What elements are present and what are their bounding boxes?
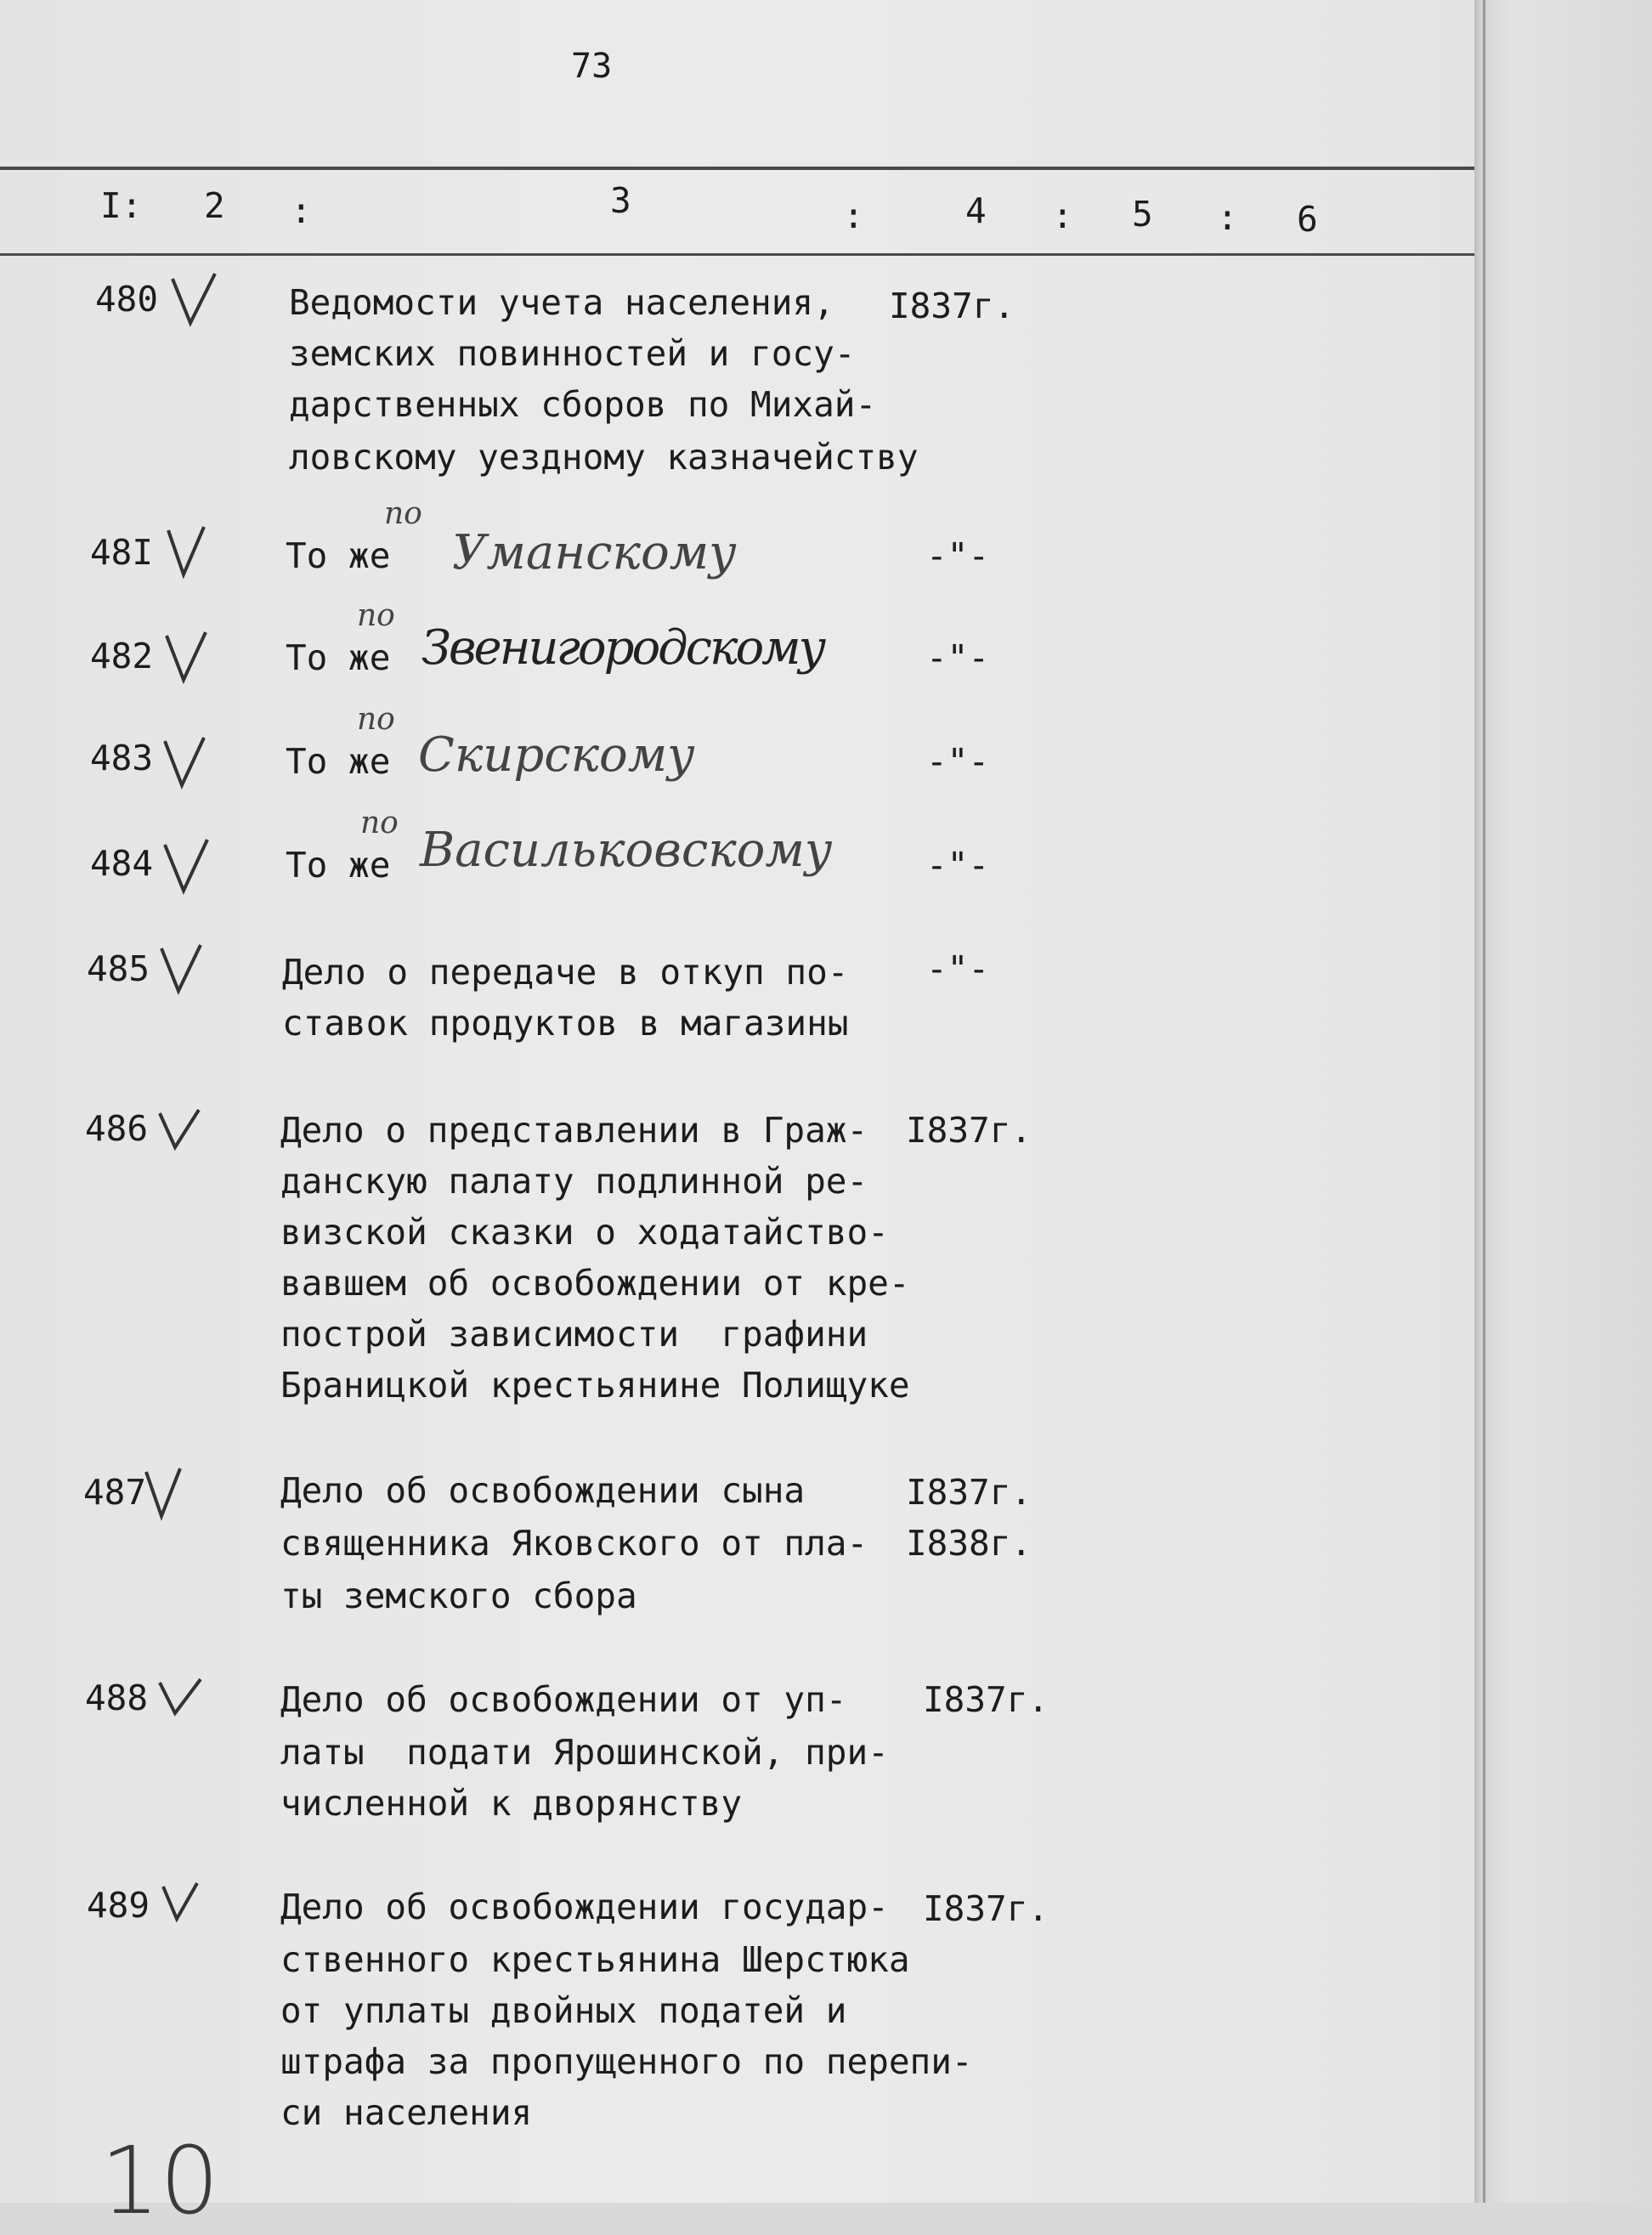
entry-text-line: То же bbox=[286, 535, 391, 576]
entry-text-line: Ведомости учета населения, bbox=[289, 282, 834, 323]
entry-text-line: ты земского сбора bbox=[280, 1576, 637, 1616]
col-header-sep: : bbox=[1052, 195, 1073, 236]
col-header-2: 2 bbox=[204, 185, 225, 226]
checkmark-icon bbox=[158, 942, 206, 996]
col-header-1: I: bbox=[100, 185, 143, 226]
entry-text-line: Браницкой крестьянине Полищуке bbox=[280, 1365, 910, 1406]
checkmark-icon bbox=[163, 629, 211, 685]
entry-number: 482 bbox=[90, 636, 154, 676]
entry-number: 485 bbox=[87, 948, 150, 989]
entry-date: I838г. bbox=[906, 1523, 1032, 1564]
entry-date: -"- bbox=[926, 637, 990, 678]
entry-text-line: построй зависимости графини bbox=[280, 1314, 868, 1355]
col-header-4: 4 bbox=[965, 190, 987, 231]
checkmark-icon bbox=[165, 523, 207, 580]
col-header-sep: : bbox=[843, 195, 864, 236]
header-bottom-rule bbox=[0, 253, 1474, 256]
entry-date: -"- bbox=[926, 535, 990, 576]
entry-text-line: латы подати Ярошинской, при- bbox=[280, 1732, 889, 1773]
header-top-rule bbox=[0, 167, 1474, 170]
handwritten-district: Скирскому bbox=[418, 727, 695, 783]
handwritten-district: Уманскому bbox=[452, 525, 737, 580]
entry-date: -"- bbox=[926, 948, 990, 989]
entry-text-line: То же bbox=[286, 845, 391, 886]
entry-text-line: Дело об освобождении государ- bbox=[280, 1887, 889, 1927]
entry-text-line: данскую палату подлинной ре- bbox=[280, 1161, 868, 1202]
entry-number: 486 bbox=[85, 1108, 149, 1149]
handwritten-district: Звенигородскому bbox=[421, 620, 824, 676]
entry-date: -"- bbox=[926, 741, 990, 782]
margin-note: 10 bbox=[100, 2126, 219, 2235]
entry-text-line: земских повинностей и госу- bbox=[289, 333, 856, 374]
entry-text-line: Дело о представлении в Граж- bbox=[280, 1110, 868, 1151]
checkmark-icon bbox=[168, 270, 219, 330]
entry-text-line: си населения bbox=[280, 2092, 533, 2133]
handwritten-po: по bbox=[360, 806, 399, 840]
entry-text-line: дарственных сборов по Михай- bbox=[289, 384, 877, 425]
checkmark-icon bbox=[156, 1676, 204, 1718]
handwritten-district: Васильковскому bbox=[420, 823, 833, 878]
checkmark-icon bbox=[160, 1880, 202, 1924]
entry-number: 483 bbox=[90, 738, 154, 778]
entry-text-line: вавшем об освобождении от кре- bbox=[280, 1263, 910, 1304]
entry-text-line: от уплаты двойных податей и bbox=[280, 1990, 847, 2031]
entry-text-line: Дело об освобождении от уп- bbox=[280, 1679, 847, 1720]
handwritten-po: по bbox=[357, 598, 395, 633]
entry-date: I837г. bbox=[889, 286, 1016, 326]
entry-text-line: То же bbox=[286, 741, 391, 782]
entry-text-line: численной к дворянству bbox=[280, 1783, 743, 1824]
entry-text-line: ловскому уездному казначейству bbox=[289, 437, 919, 478]
page-fold-line bbox=[1483, 0, 1485, 2203]
col-header-sep: : bbox=[291, 190, 312, 231]
entry-text-line: священника Яковского от пла- bbox=[280, 1523, 868, 1564]
col-header-sep: : bbox=[1217, 197, 1238, 238]
entry-text-line: Дело об освобождении сына bbox=[280, 1470, 806, 1511]
entry-date: I837г. bbox=[906, 1110, 1032, 1151]
entry-date: I837г. bbox=[906, 1472, 1032, 1513]
entry-number: 480 bbox=[95, 279, 159, 320]
entry-number: 489 bbox=[87, 1885, 150, 1926]
entry-text-line: Дело о передаче в откуп по- bbox=[282, 952, 849, 993]
entry-number: 487 bbox=[83, 1472, 147, 1513]
entry-text-line: То же bbox=[286, 637, 391, 678]
handwritten-po: по bbox=[357, 702, 395, 737]
checkmark-icon bbox=[161, 836, 212, 896]
page-number: 73 bbox=[571, 47, 613, 86]
handwritten-po: по bbox=[384, 496, 422, 531]
checkmark-icon bbox=[143, 1465, 185, 1521]
entry-text-line: ственного крестьянина Шерстюка bbox=[280, 1939, 910, 1980]
entry-date: I837г. bbox=[923, 1888, 1049, 1929]
next-page-edge bbox=[1474, 0, 1652, 2203]
entry-number: 484 bbox=[90, 843, 154, 884]
col-header-3: 3 bbox=[610, 180, 631, 221]
entry-text-line: штрафа за пропущенного по перепи- bbox=[280, 2041, 973, 2082]
entry-date: -"- bbox=[926, 845, 990, 886]
entry-number: 48I bbox=[90, 532, 154, 573]
col-header-6: 6 bbox=[1297, 199, 1318, 240]
entry-text-line: визской сказки о ходатайство- bbox=[280, 1212, 889, 1253]
entry-text-line: ставок продуктов в магазины bbox=[282, 1003, 849, 1044]
col-header-5: 5 bbox=[1132, 194, 1153, 235]
entry-date: I837г. bbox=[923, 1679, 1049, 1720]
checkmark-icon bbox=[156, 1106, 204, 1152]
entry-number: 488 bbox=[85, 1678, 149, 1718]
checkmark-icon bbox=[161, 734, 209, 790]
